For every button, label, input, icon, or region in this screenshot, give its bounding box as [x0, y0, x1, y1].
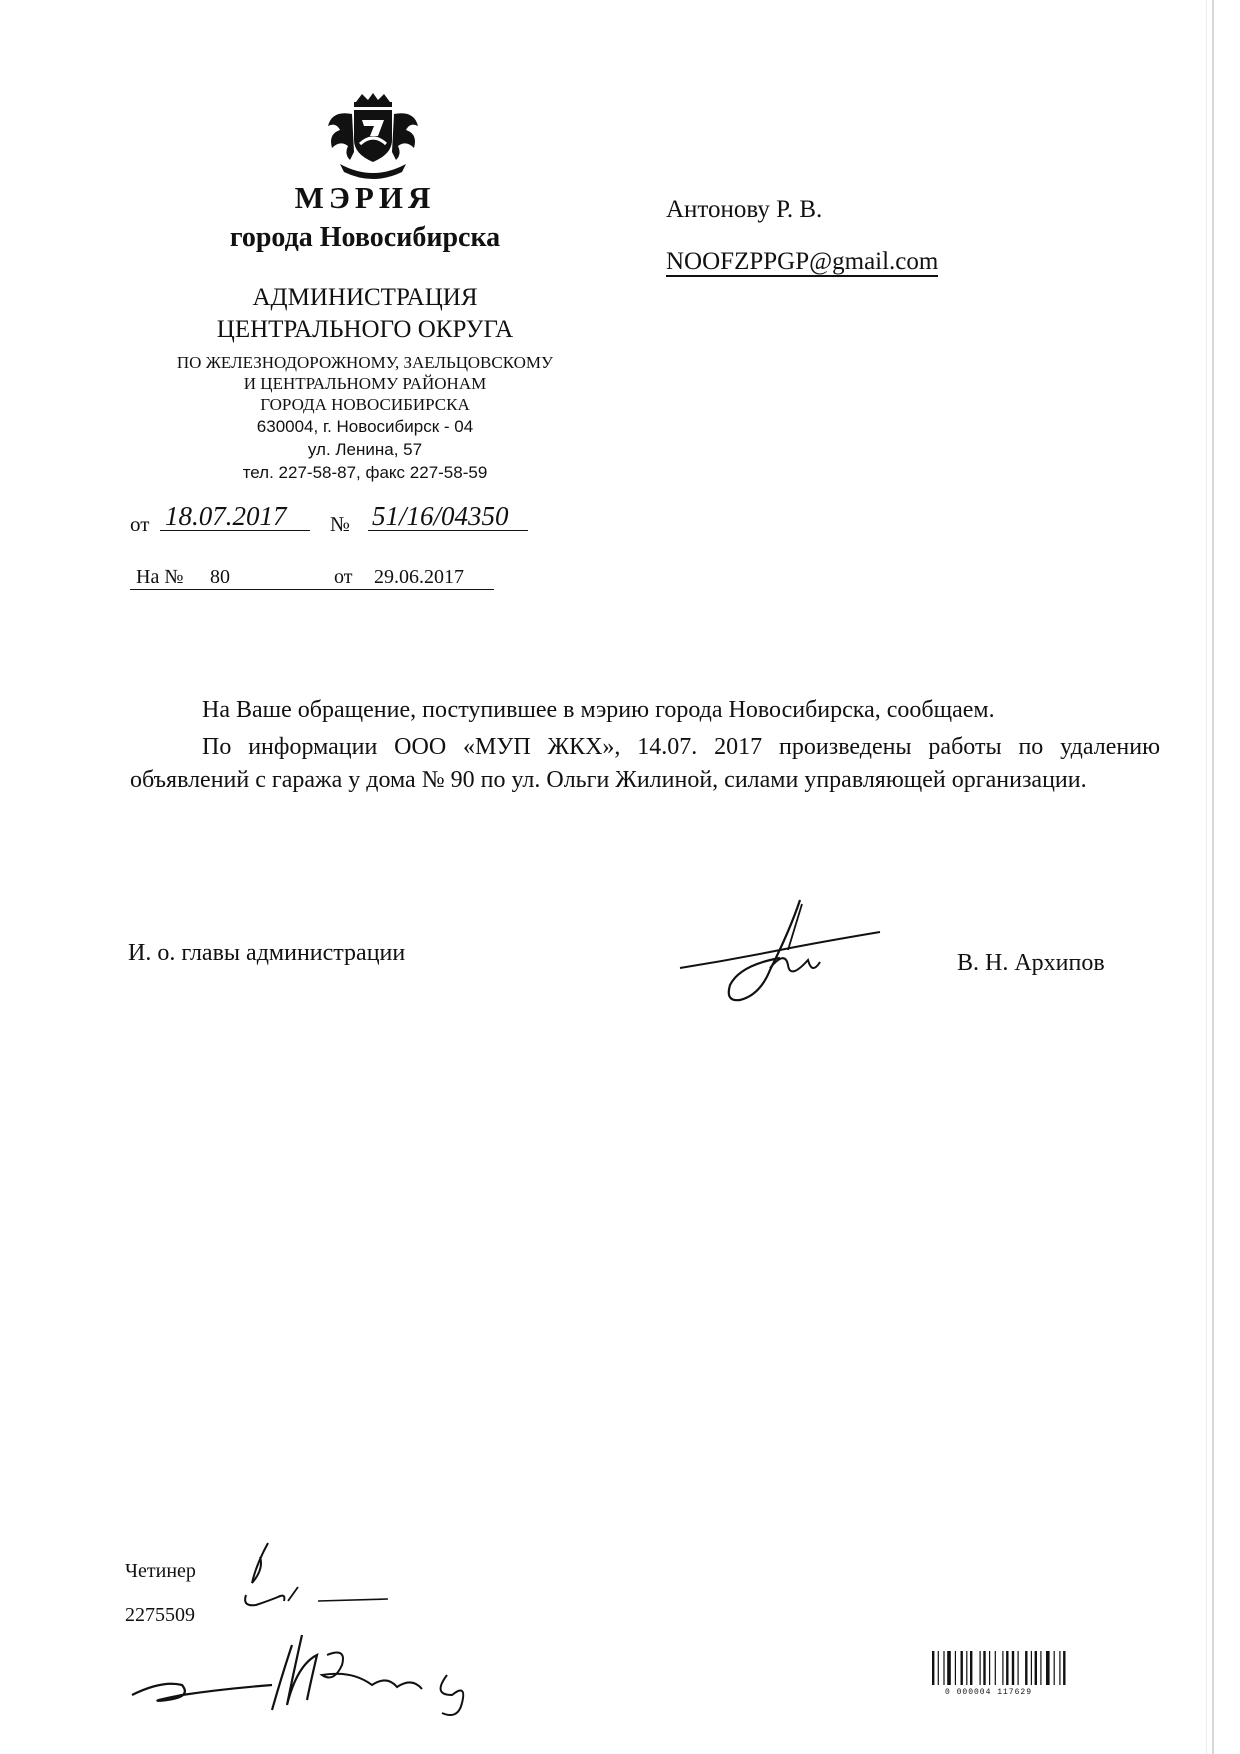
- reply-from-label: от: [334, 566, 353, 588]
- recipient-email: NOOFZPPGP@gmail.com: [666, 248, 939, 275]
- handwritten-scribble-icon: [122, 1625, 512, 1720]
- barcode-number: 0 000004 117629: [945, 1688, 1033, 1697]
- outgoing-date: 18.07.2017: [165, 501, 287, 531]
- header-districts-line2: И ЦЕНТРАЛЬНОМУ РАЙОНАМ: [243, 374, 487, 393]
- header-city: города Новосибирска: [229, 222, 501, 253]
- reply-label: На №: [136, 566, 184, 588]
- executor-name: Четинер: [125, 1560, 196, 1582]
- header-districts: [150, 352, 580, 415]
- executor-initials-icon: [238, 1535, 388, 1615]
- header-admin-line: АДМИНИСТРАЦИЯ: [252, 284, 478, 311]
- reply-underline: [130, 589, 494, 590]
- header-districts-line1: ПО ЖЕЛЕЗНОДОРОЖНОМУ, ЗАЕЛЬЦОВСКОМУ: [176, 353, 554, 372]
- executor-phone: 2275509: [125, 1604, 195, 1626]
- signatory-title: И. о. главы администрации: [128, 940, 406, 966]
- header-address: [180, 415, 550, 484]
- reply-date: 29.06.2017: [374, 566, 464, 588]
- scan-edge-inner: [1206, 0, 1207, 1754]
- outgoing-from-label: от: [130, 512, 150, 536]
- outgoing-number-label: №: [330, 512, 351, 536]
- barcode-icon: [930, 1651, 1120, 1693]
- recipient-name: Антонову Р. В.: [666, 196, 823, 223]
- body-paragraph-1: На Ваше обращение, поступившее в мэрию города Новосибирска, сообщаем.: [202, 697, 995, 723]
- outgoing-number: 51/16/04350: [372, 501, 509, 531]
- header-address-line1: 630004, г. Новосибирск - 04: [256, 417, 474, 436]
- city-emblem-icon: [318, 92, 428, 184]
- header-district-line: ЦЕНТРАЛЬНОГО ОКРУГА: [216, 316, 514, 343]
- scan-edge: [1212, 0, 1214, 1754]
- body-paragraph-2: По информации ООО «МУП ЖКХ», 14.07. 2017 произведены работы по удалению объявлений с гаража у дома № 90 по ул. Ольги Жилиной, силами управляющей организации.: [130, 734, 1160, 793]
- signature-icon: [670, 890, 890, 1010]
- header-meria: МЭРИЯ: [294, 180, 436, 215]
- signatory-name: В. Н. Архипов: [957, 950, 1105, 976]
- header-administration: [160, 282, 570, 346]
- letter-body: [130, 694, 1160, 797]
- header-districts-line3: ГОРОДА НОВОСИБИРСКА: [260, 395, 470, 414]
- header-phones: тел. 227-58-87, факс 227-58-59: [242, 463, 488, 482]
- header-address-line2: ул. Ленина, 57: [307, 440, 423, 459]
- reply-number: 80: [210, 566, 230, 588]
